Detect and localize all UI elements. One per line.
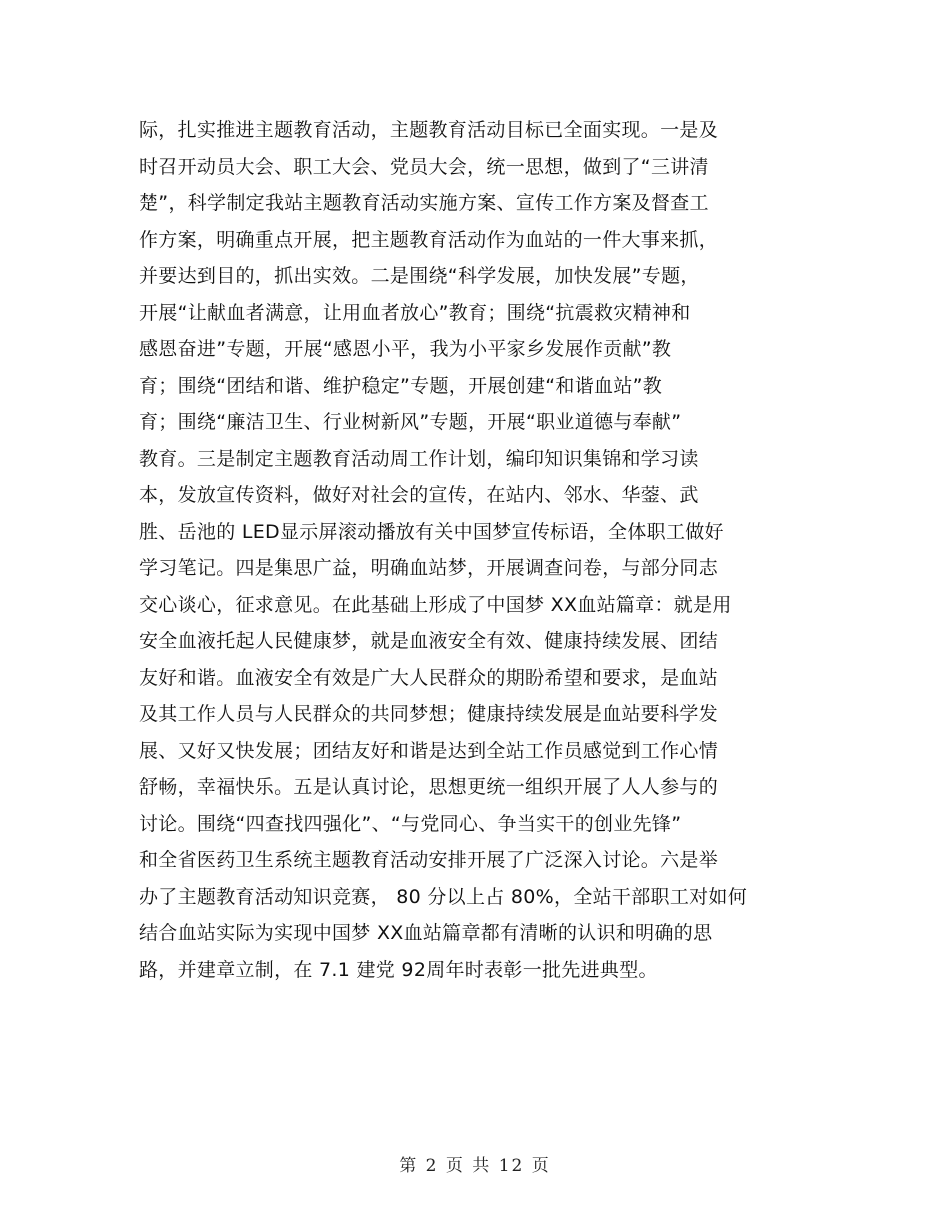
text-line: 教育。三是制定主题教育活动周工作计划，编印知识集锦和学习读 bbox=[139, 447, 699, 470]
text-line: 感恩奋进”专题，开展“感恩小平，我为小平家乡发展作贡献”教 bbox=[139, 338, 672, 360]
text-line: 并要达到目的，抓出实效。二是围绕“科学发展，加快发展”专题， bbox=[139, 265, 700, 287]
text-line: 讨论。围绕“四查找四强化”、“与党同心、争当实干的创业先锋” bbox=[139, 812, 682, 835]
text-line: 际，扎实推进主题教育活动，主题教育活动目标已全面实现。一是及 bbox=[139, 119, 719, 141]
text-line: 本，发放宣传资料，做好对社会的宣传，在站内、邻水、华蓥、武 bbox=[139, 484, 699, 506]
text-line: 路，并建章立制，在 7.1 建党 92周年时表彰一批先进典型。 bbox=[139, 958, 658, 981]
text-line: 时召开动员大会、职工大会、党员大会，统一思想，做到了“三讲清 bbox=[139, 155, 709, 178]
text-line: 结合血站实际为实现中国梦 XX血站篇章都有清晰的认识和明确的思 bbox=[139, 922, 713, 944]
text-line: 育；围绕“团结和谐、维护稳定”专题，开展创建“和谐血站”教 bbox=[139, 374, 663, 397]
page-number-footer: 第 2 页 共 12 页 bbox=[399, 1156, 551, 1176]
text-line: 友好和谐。血液安全有效是广大人民群众的期盼希望和要求，是血站 bbox=[139, 666, 719, 689]
text-line: 胜、岳池的 LED显示屏滚动播放有关中国梦宣传标语，全体职工做好 bbox=[139, 520, 724, 543]
text-line: 交心谈心，征求意见。在此基础上形成了中国梦 XX血站篇章：就是用 bbox=[139, 593, 732, 616]
text-line: 舒畅，幸福快乐。五是认真讨论，思想更统一组织开展了人人参与的 bbox=[139, 776, 719, 798]
text-line: 作方案，明确重点开展，把主题教育活动作为血站的一件大事来抓， bbox=[139, 228, 719, 251]
body-paragraph bbox=[139, 112, 859, 988]
text-line: 和全省医药卫生系统主题教育活动安排开展了广泛深入讨论。六是举 bbox=[139, 849, 719, 871]
text-line: 楚”，科学制定我站主题教育活动实施方案、宣传工作方案及督查工 bbox=[139, 192, 709, 214]
text-line: 展、又好又快发展；团结友好和谐是达到全站工作员感觉到工作心情 bbox=[139, 739, 719, 762]
text-line: 及其工作人员与人民群众的共同梦想；健康持续发展是血站要科学发 bbox=[139, 703, 719, 725]
text-line: 安全血液托起人民健康梦，就是血液安全有效、健康持续发展、团结 bbox=[139, 630, 719, 652]
text-line: 学习笔记。四是集思广益，明确血站梦，开展调查问卷，与部分同志 bbox=[139, 557, 719, 579]
text-line: 办了主题教育活动知识竞赛， 80 分以上占 80%，全站干部职工对如何 bbox=[139, 885, 748, 908]
text-line: 开展“让献血者满意，让用血者放心”教育；围绕“抗震救灾精神和 bbox=[139, 301, 691, 324]
text-line: 育；围绕“廉洁卫生、行业树新风”专题，开展“职业道德与奉献” bbox=[139, 411, 682, 433]
